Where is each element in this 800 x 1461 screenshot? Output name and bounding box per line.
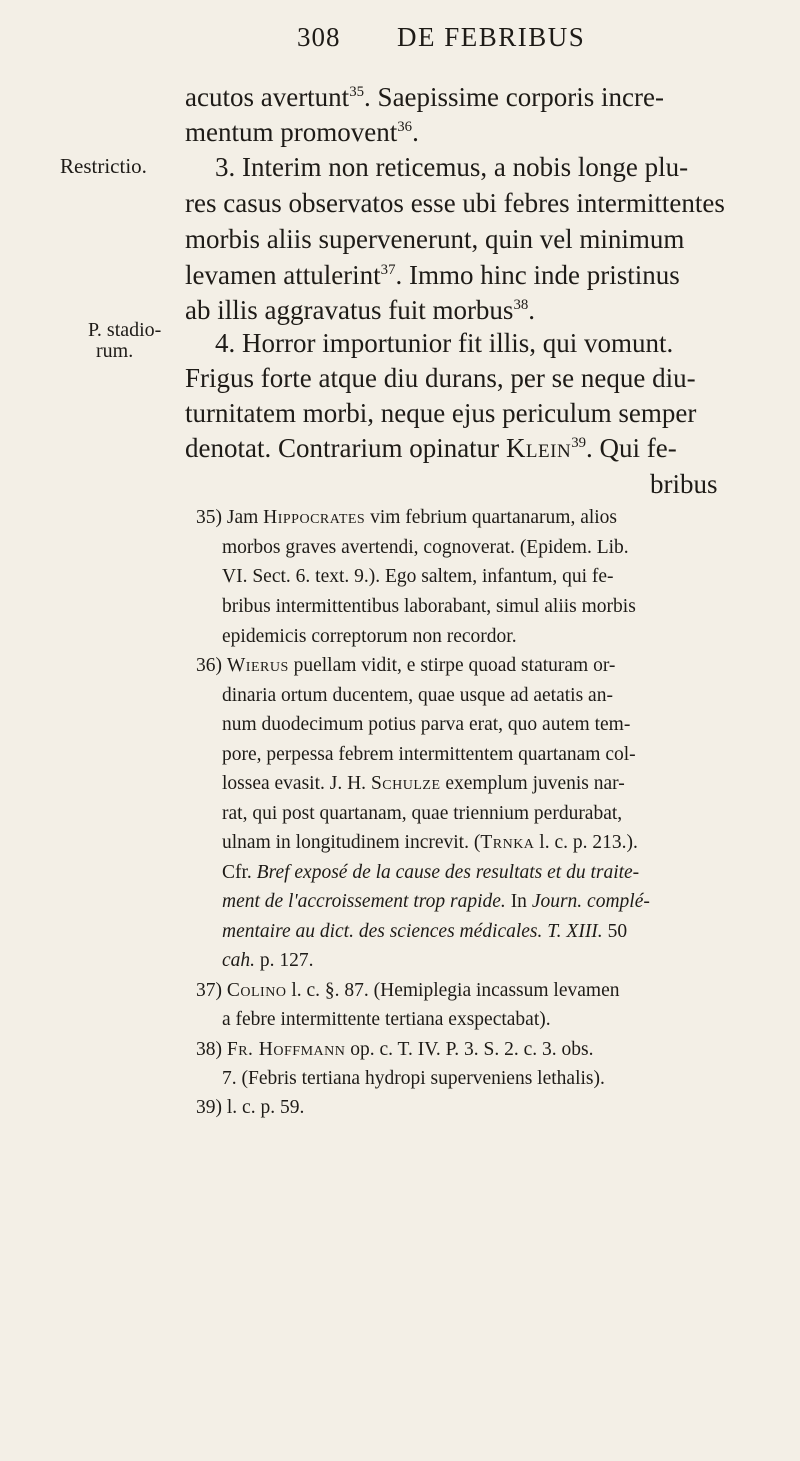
page-header bbox=[0, 22, 800, 62]
title-segment: Bref exposé de la cause des resultats et du traite- bbox=[256, 862, 640, 883]
footnote-36 bbox=[196, 656, 615, 676]
text-segment: ulnam in longitudinem increvit. ( bbox=[222, 832, 481, 853]
title-segment: T. XIII. bbox=[547, 921, 603, 942]
footnote-line: dinaria ortum ducentem, quae usque ad aetatis an- bbox=[222, 685, 613, 706]
body-line-10: turnitatem morbi, neque ejus periculum semper bbox=[185, 398, 697, 428]
footnote-line: bribus intermittentibus laborabant, simul aliis morbis bbox=[222, 596, 636, 617]
catchword: bribus bbox=[650, 469, 718, 499]
title-segment: cah. bbox=[222, 950, 256, 971]
title-segment: mentaire au dict. des sciences médicales. bbox=[222, 921, 543, 942]
text-segment: . bbox=[412, 117, 419, 147]
author-name: Wierus bbox=[226, 655, 289, 676]
footnote-38 bbox=[196, 1040, 593, 1060]
text-segment: 36) bbox=[196, 655, 227, 676]
footnote-ref: 36 bbox=[397, 119, 413, 135]
body-line-11 bbox=[185, 435, 677, 462]
running-head: DE FEBRIBUS bbox=[397, 22, 586, 52]
footnote-line: num duodecimum potius parva erat, quo autem tem- bbox=[222, 714, 631, 735]
footnote-ref: 39 bbox=[571, 435, 587, 451]
author-name: Hippocrates bbox=[263, 507, 366, 528]
text-segment: p. 127. bbox=[255, 950, 314, 971]
footnote-line bbox=[222, 892, 650, 912]
footnote-line: pore, perpessa febrem intermittentem quartanam col- bbox=[222, 744, 636, 765]
body-line-2 bbox=[185, 119, 419, 146]
body-line-4: res casus observatos esse ubi febres intermittentes bbox=[185, 188, 725, 218]
text-segment: . bbox=[528, 295, 536, 325]
text-segment: 38) bbox=[196, 1039, 227, 1060]
text-segment: . Saepissime corporis incre- bbox=[364, 82, 664, 112]
text-segment: mentum promovent bbox=[185, 117, 398, 147]
text-segment: 50 bbox=[602, 921, 628, 942]
author-name: Trnka bbox=[480, 832, 535, 853]
text-segment: 37) bbox=[196, 980, 227, 1001]
body-line-7 bbox=[185, 297, 535, 324]
margin-note-restrictio: Restrictio. bbox=[60, 154, 147, 178]
text-segment: exemplum juvenis nar- bbox=[440, 773, 625, 794]
text-segment: l. c. p. 213.). bbox=[534, 832, 638, 853]
footnote-line: a febre intermittente tertiana exspectabat). bbox=[222, 1009, 551, 1030]
text-segment: Cfr. bbox=[222, 862, 257, 883]
text-segment: l. c. §. 87. (Hemiplegia incassum levamen bbox=[286, 980, 620, 1001]
text-segment: acutos avertunt bbox=[185, 82, 350, 112]
footnote-line bbox=[222, 833, 638, 853]
footnote-line: VI. Sect. 6. text. 9.). Ego saltem, infantum, qui fe- bbox=[222, 566, 614, 587]
text-segment: ab illis aggravatus fuit morbus bbox=[185, 295, 514, 325]
body-line-6 bbox=[185, 262, 680, 289]
body-line-8: 4. Horror importunior fit illis, qui vomunt. bbox=[215, 328, 674, 358]
body-line-3: 3. Interim non reticemus, a nobis longe plu- bbox=[215, 152, 689, 182]
footnote-line bbox=[222, 951, 314, 971]
text-segment: levamen attulerint bbox=[185, 260, 381, 290]
text-segment: . Qui fe- bbox=[586, 433, 677, 463]
title-segment: Journ. complé- bbox=[531, 891, 650, 912]
text-segment: 35) Jam bbox=[196, 507, 264, 528]
footnote-ref: 38 bbox=[513, 297, 529, 313]
footnote-line: morbos graves avertendi, cognoverat. (Epidem. Lib. bbox=[222, 537, 629, 558]
author-name: Fr. Hoffmann bbox=[226, 1039, 346, 1060]
footnote-35 bbox=[196, 508, 617, 528]
text-segment: vim febrium quartanarum, alios bbox=[365, 507, 618, 528]
footnote-ref: 35 bbox=[349, 84, 365, 100]
footnote-line bbox=[222, 774, 625, 794]
footnote-ref: 37 bbox=[380, 262, 396, 278]
margin-note-p-stadio: P. stadio- bbox=[88, 319, 162, 341]
author-name: Schulze bbox=[370, 773, 441, 794]
text-segment: In bbox=[505, 891, 532, 912]
body-line-9: Frigus forte atque diu durans, per se neque diu- bbox=[185, 363, 696, 393]
text-segment: . Immo hinc inde pristinus bbox=[395, 260, 680, 290]
text-segment: lossea evasit. J. H. bbox=[222, 773, 371, 794]
text-segment: op. c. T. IV. P. 3. S. 2. c. 3. obs. bbox=[345, 1039, 594, 1060]
title-segment: ment de l'accroissement trop rapide. bbox=[222, 891, 506, 912]
page-number: 308 bbox=[297, 22, 341, 52]
footnote-line: epidemicis correptorum non recordor. bbox=[222, 626, 517, 647]
author-name: Klein bbox=[505, 433, 572, 463]
footnote-line: 7. (Febris tertiana hydropi superveniens lethalis). bbox=[222, 1068, 605, 1089]
margin-note-rum: rum. bbox=[96, 340, 134, 362]
body-line-1 bbox=[185, 84, 664, 111]
text-segment: denotat. Contrarium opinatur bbox=[185, 433, 506, 463]
footnote-line: rat, qui post quartanam, quae triennium perdurabat, bbox=[222, 803, 623, 824]
footnote-37 bbox=[196, 981, 619, 1001]
body-line-5: morbis aliis supervenerunt, quin vel minimum bbox=[185, 224, 685, 254]
footnote-39: 39) l. c. p. 59. bbox=[196, 1097, 305, 1118]
footnote-line bbox=[222, 922, 627, 942]
footnote-line bbox=[222, 863, 639, 883]
text-segment: puellam vidit, e stirpe quoad staturam or- bbox=[288, 655, 616, 676]
author-name: Colino bbox=[226, 980, 287, 1001]
